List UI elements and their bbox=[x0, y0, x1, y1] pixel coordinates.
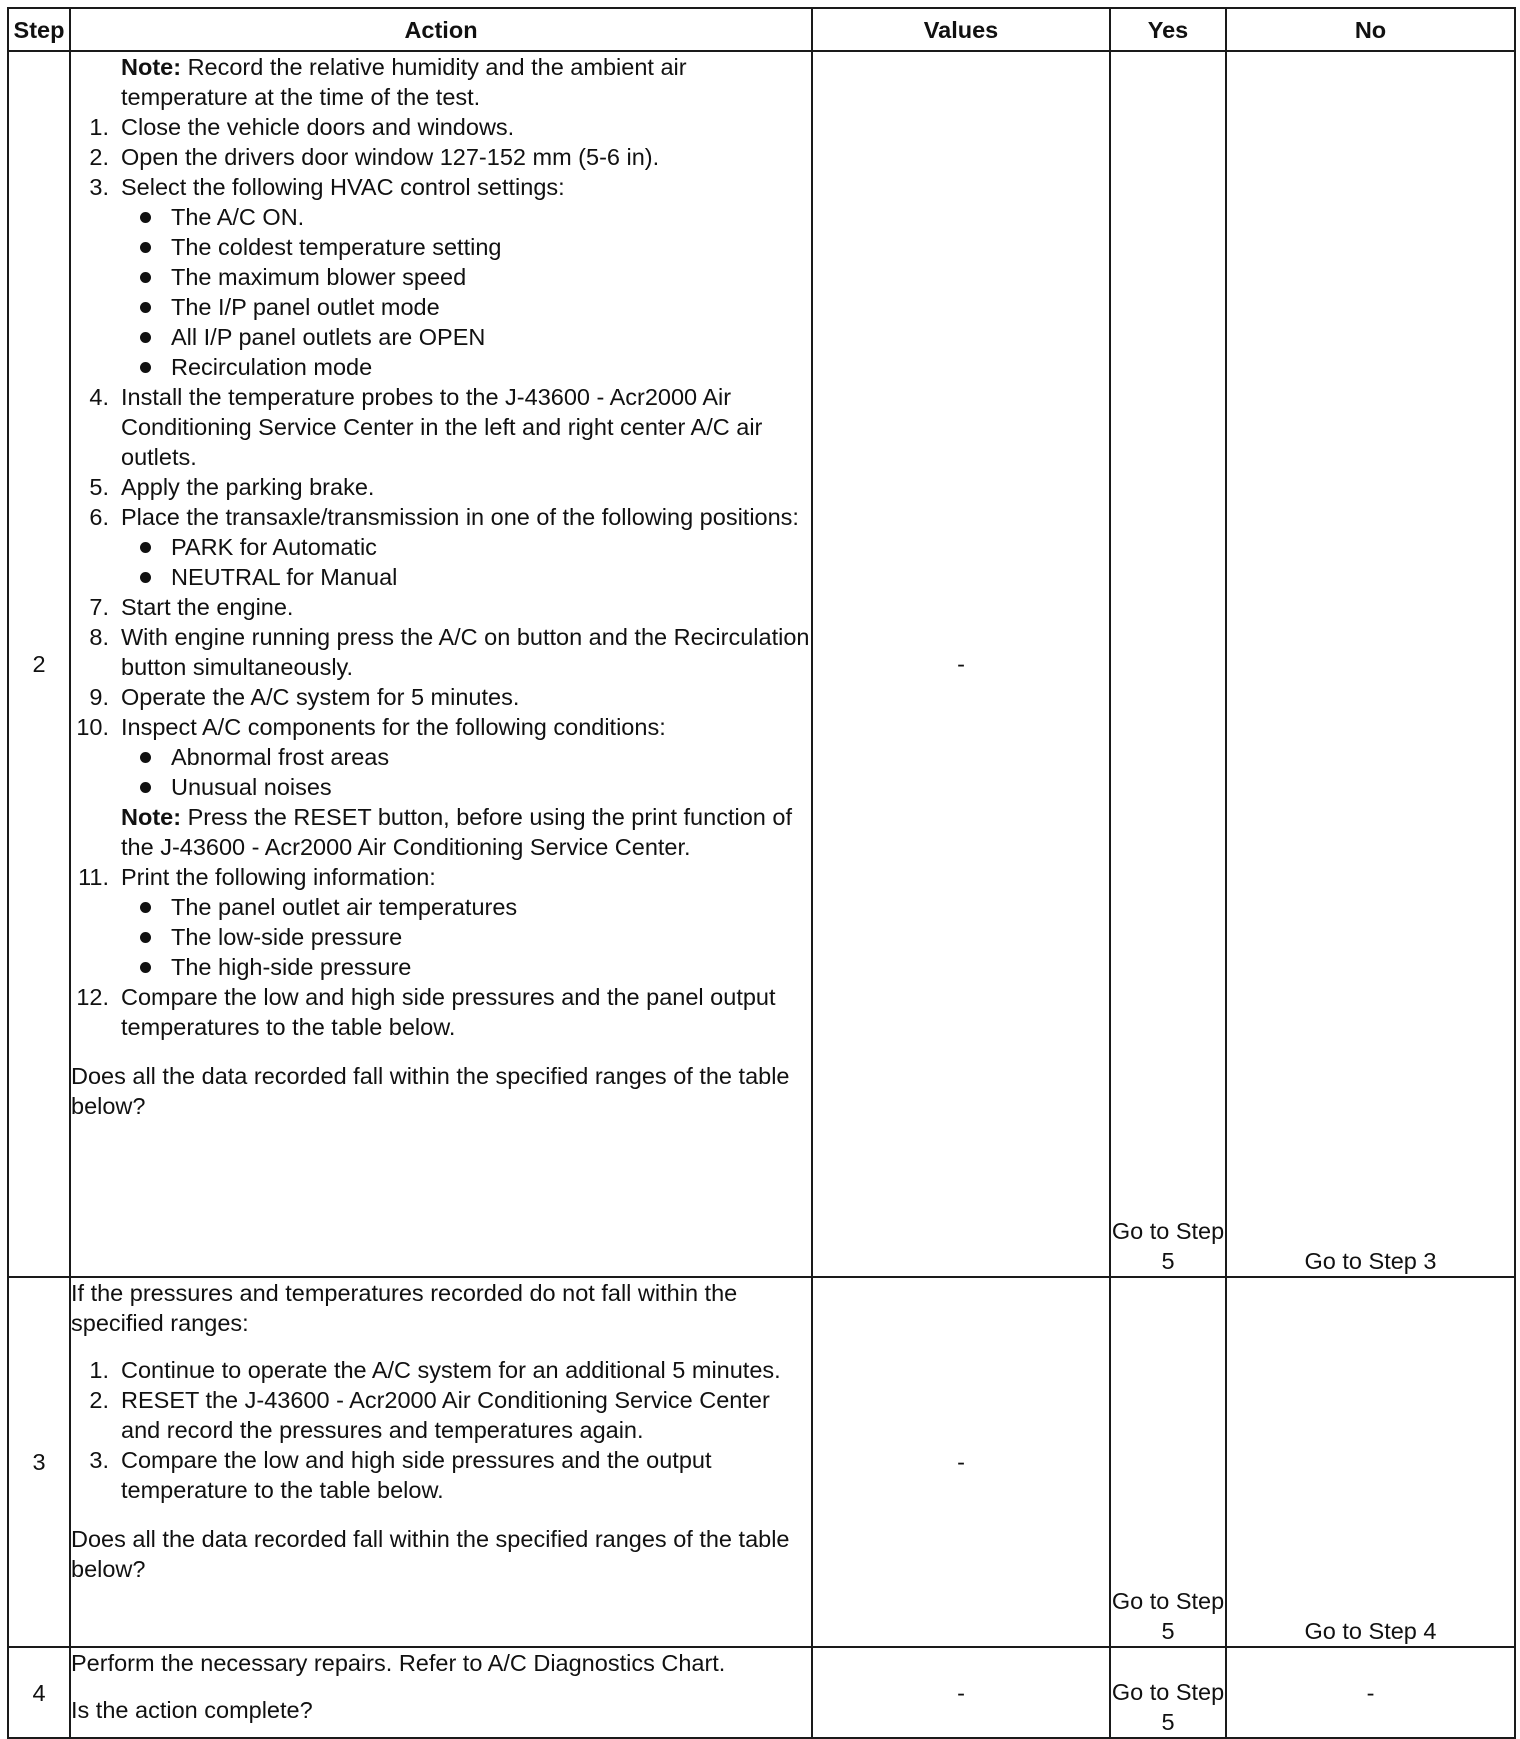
list-item bbox=[71, 712, 811, 862]
bullet-item: Unusual noises bbox=[121, 772, 811, 802]
bullet-list bbox=[121, 892, 811, 982]
item-number: 10. bbox=[76, 714, 109, 740]
bullet-item: All I/P panel outlets are OPEN bbox=[121, 322, 811, 352]
yes-cell: Go to Step 5 bbox=[1110, 1647, 1226, 1738]
bullet-item: The low-side pressure bbox=[121, 922, 811, 952]
item-text: RESET the J-43600 - Acr2000 Air Conditioning Service Center and record the pressures and temperatures again. bbox=[121, 1387, 770, 1443]
list-item bbox=[71, 172, 811, 382]
question: Is the action complete? bbox=[71, 1697, 313, 1723]
note-label: Note: bbox=[121, 54, 182, 80]
item-text: Print the following information: bbox=[121, 864, 436, 890]
item-text: With engine running press the A/C on button and the Recirculation button simultaneously. bbox=[121, 624, 810, 680]
header-row bbox=[8, 8, 1515, 51]
item-text: Apply the parking brake. bbox=[121, 474, 375, 500]
item-number: 7. bbox=[89, 594, 109, 620]
spacer bbox=[71, 1338, 811, 1355]
item-text: Select the following HVAC control settings: bbox=[121, 174, 565, 200]
intro-text: If the pressures and temperatures recorded do not fall within the specified ranges: bbox=[71, 1280, 738, 1336]
item-text: Inspect A/C components for the following conditions: bbox=[121, 714, 666, 740]
item-number: 8. bbox=[89, 624, 109, 650]
header-yes: Yes bbox=[1110, 8, 1226, 51]
question: Does all the data recorded fall within the specified ranges of the table below? bbox=[71, 1526, 790, 1582]
list-item bbox=[71, 112, 811, 142]
yes-cell: Go to Step 5 bbox=[1110, 51, 1226, 1277]
note bbox=[121, 802, 811, 862]
action-text: Perform the necessary repairs. Refer to A/C Diagnostics Chart. bbox=[71, 1650, 726, 1676]
note-text: Record the relative humidity and the ambient air temperature at the time of the test. bbox=[121, 54, 687, 110]
bullet-item: The A/C ON. bbox=[121, 202, 811, 232]
bullet-item: The I/P panel outlet mode bbox=[121, 292, 811, 322]
item-text: Close the vehicle doors and windows. bbox=[121, 114, 515, 140]
bullet-item: Recirculation mode bbox=[121, 352, 811, 382]
item-number: 12. bbox=[76, 984, 109, 1010]
procedure-list bbox=[71, 1355, 811, 1505]
item-text: Open the drivers door window 127-152 mm (5-6 in). bbox=[121, 144, 660, 170]
list-item bbox=[71, 862, 811, 982]
no-cell: - bbox=[1226, 1647, 1515, 1738]
note-text: Press the RESET button, before using the print function of the J-43600 - Acr2000 Air Conditioning Service Center. bbox=[121, 804, 792, 860]
list-item bbox=[71, 502, 811, 592]
note bbox=[71, 52, 811, 112]
item-number: 3. bbox=[89, 1447, 109, 1473]
spacer bbox=[71, 1042, 811, 1061]
list-item bbox=[71, 1355, 811, 1385]
values-cell: - bbox=[812, 1647, 1110, 1738]
step-number: 3 bbox=[8, 1277, 70, 1647]
bullet-item: The high-side pressure bbox=[121, 952, 811, 982]
table-row-step-4 bbox=[8, 1647, 1515, 1738]
item-text: Start the engine. bbox=[121, 594, 294, 620]
yes-cell: Go to Step 5 bbox=[1110, 1277, 1226, 1647]
action-cell bbox=[70, 1277, 812, 1647]
bullet-item: The maximum blower speed bbox=[121, 262, 811, 292]
item-number: 2. bbox=[89, 1387, 109, 1413]
table-row-step-2 bbox=[8, 51, 1515, 1277]
spacer bbox=[71, 1678, 811, 1695]
values-cell: - bbox=[812, 1277, 1110, 1647]
list-item bbox=[71, 1385, 811, 1445]
item-number: 3. bbox=[89, 174, 109, 200]
header-action: Action bbox=[70, 8, 812, 51]
values-cell: - bbox=[812, 51, 1110, 1277]
table-row-step-3 bbox=[8, 1277, 1515, 1647]
bullet-item: PARK for Automatic bbox=[121, 532, 811, 562]
header-no: No bbox=[1226, 8, 1515, 51]
header-step: Step bbox=[8, 8, 70, 51]
item-text: Compare the low and high side pressures and the output temperature to the table below. bbox=[121, 1447, 712, 1503]
action-cell bbox=[70, 51, 812, 1277]
action-cell bbox=[70, 1647, 812, 1738]
bullet-item: Abnormal frost areas bbox=[121, 742, 811, 772]
list-item bbox=[71, 382, 811, 472]
item-text: Continue to operate the A/C system for an additional 5 minutes. bbox=[121, 1357, 781, 1383]
procedure-list bbox=[71, 112, 811, 1042]
question: Does all the data recorded fall within the specified ranges of the table below? bbox=[71, 1063, 790, 1119]
bullet-item: NEUTRAL for Manual bbox=[121, 562, 811, 592]
header-values: Values bbox=[812, 8, 1110, 51]
diagnostic-table bbox=[7, 7, 1516, 1739]
bullet-item: The panel outlet air temperatures bbox=[121, 892, 811, 922]
item-number: 6. bbox=[89, 504, 109, 530]
no-cell: Go to Step 4 bbox=[1226, 1277, 1515, 1647]
item-text: Operate the A/C system for 5 minutes. bbox=[121, 684, 520, 710]
item-number: 2. bbox=[89, 144, 109, 170]
item-number: 1. bbox=[89, 1357, 109, 1383]
list-item bbox=[71, 472, 811, 502]
item-number: 5. bbox=[89, 474, 109, 500]
item-text: Compare the low and high side pressures and the panel output temperatures to the table below. bbox=[121, 984, 776, 1040]
note-label: Note: bbox=[121, 804, 182, 830]
item-number: 11. bbox=[78, 864, 109, 890]
bullet-list bbox=[121, 742, 811, 802]
list-item bbox=[71, 142, 811, 172]
list-item bbox=[71, 622, 811, 682]
list-item bbox=[71, 682, 811, 712]
item-text: Place the transaxle/transmission in one of the following positions: bbox=[121, 504, 799, 530]
list-item bbox=[71, 982, 811, 1042]
list-item bbox=[71, 592, 811, 622]
list-item bbox=[71, 1445, 811, 1505]
bullet-list bbox=[121, 202, 811, 382]
bullet-list bbox=[121, 532, 811, 592]
bullet-item: The coldest temperature setting bbox=[121, 232, 811, 262]
no-cell: Go to Step 3 bbox=[1226, 51, 1515, 1277]
item-number: 4. bbox=[89, 384, 109, 410]
item-text: Install the temperature probes to the J-43600 - Acr2000 Air Conditioning Service Center in the left and right center A/C air outlets. bbox=[121, 384, 763, 470]
item-number: 1. bbox=[89, 114, 109, 140]
item-number: 9. bbox=[89, 684, 109, 710]
spacer bbox=[71, 1505, 811, 1524]
step-number: 4 bbox=[8, 1647, 70, 1738]
step-number: 2 bbox=[8, 51, 70, 1277]
